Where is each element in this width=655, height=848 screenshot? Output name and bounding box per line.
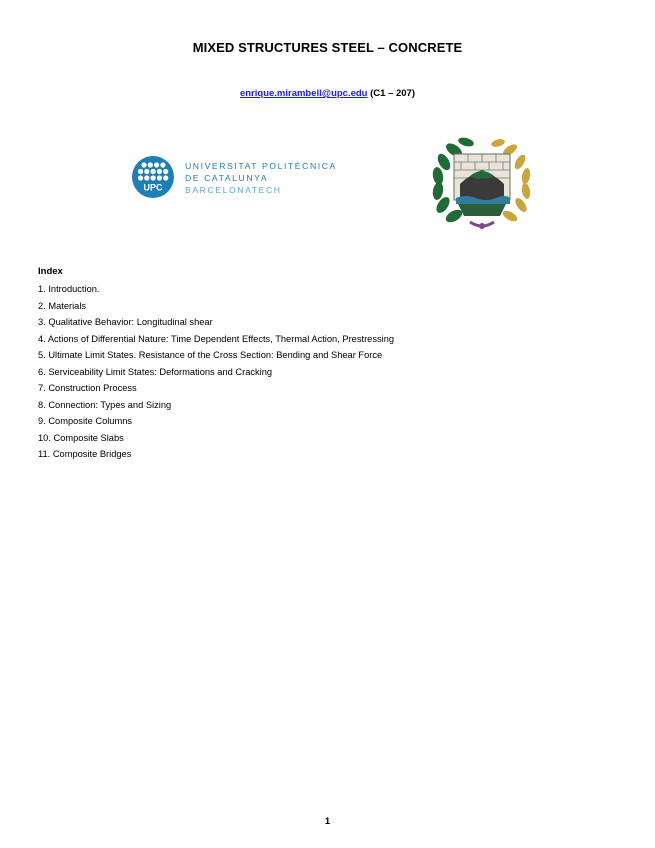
document-title: MIXED STRUCTURES STEEL – CONCRETE xyxy=(192,40,463,55)
index-item: 6. Serviceability Limit States: Deformations and Cracking xyxy=(38,366,273,377)
index-item: 1. Introduction. xyxy=(38,284,100,294)
upc-name-line2: DE CATALUNYA xyxy=(185,173,269,183)
room-label: (C1 – 207) xyxy=(370,88,416,99)
index-item: 3. Qualitative Behavior: Longitudinal shear xyxy=(38,317,213,327)
upc-badge-text: UPC xyxy=(143,182,163,193)
index-heading: Index xyxy=(38,266,63,277)
contact-line xyxy=(0,88,655,99)
email-link[interactable]: enrique.mirambell@upc.edu xyxy=(239,88,368,99)
page-number: 1 xyxy=(324,816,331,827)
upc-name xyxy=(185,160,337,196)
engineering-school-emblem xyxy=(430,132,534,236)
index-item: 5. Ultimate Limit States. Resistance of the Cross Section: Bending and Shear Force xyxy=(38,350,383,360)
upc-name-line3: BARCELONATECH xyxy=(185,185,282,195)
index-item: 10. Composite Slabs xyxy=(38,432,124,443)
index-item: 2. Materials xyxy=(38,300,87,311)
index-item: 4. Actions of Differential Nature: Time Dependent Effects, Thermal Action, Prestressing xyxy=(38,333,395,344)
index-item: 11. Composite Bridges xyxy=(38,449,132,459)
index-list xyxy=(38,283,394,465)
index-item: 7. Construction Process xyxy=(38,383,137,393)
index-item: 8. Connection: Types and Sizing xyxy=(38,399,172,410)
upc-badge-icon xyxy=(131,155,175,199)
index-item: 9. Composite Columns xyxy=(38,416,133,426)
upc-name-line1: UNIVERSITAT POLITÈCNICA xyxy=(185,161,337,171)
upc-logo xyxy=(131,153,351,203)
